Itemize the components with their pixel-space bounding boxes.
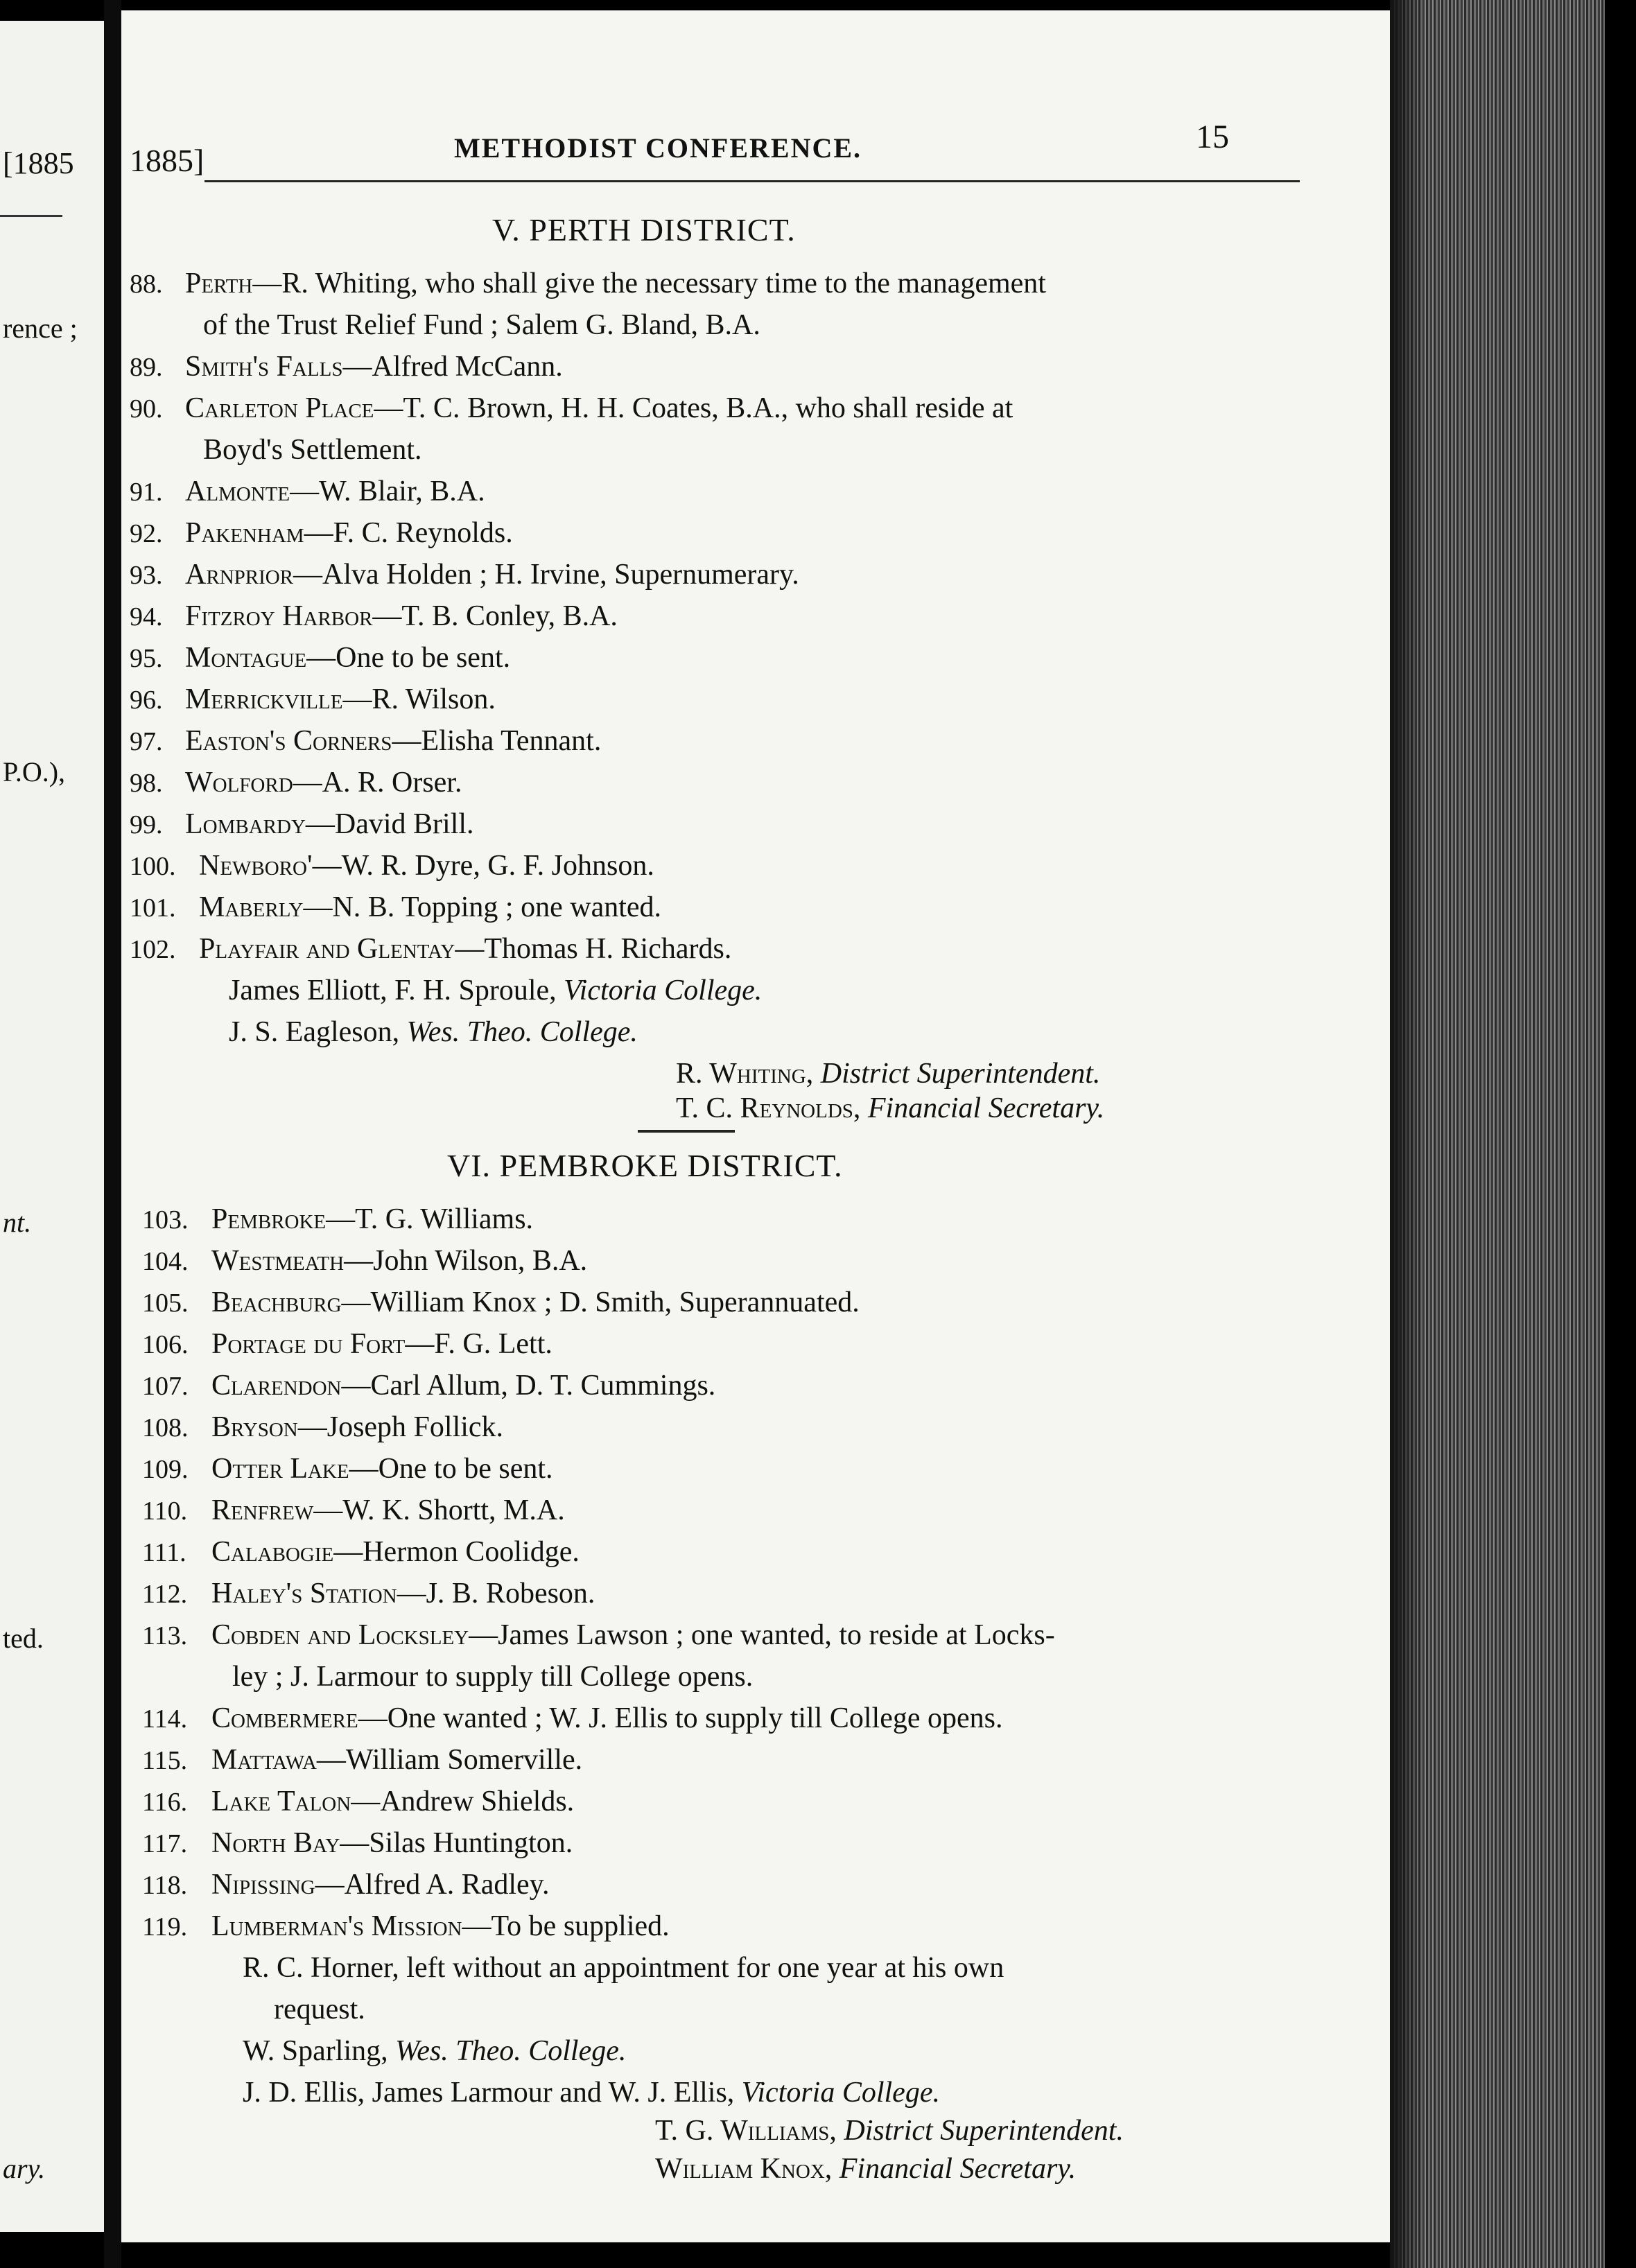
page-number: 15 (1196, 119, 1229, 155)
college-note (243, 2076, 940, 2109)
list-item (130, 475, 485, 508)
entry-place: Lumberman's Mission (211, 1910, 462, 1942)
entry-number: 103. (142, 1205, 189, 1235)
book-page (121, 10, 1390, 2242)
entry-number: 91. (130, 478, 163, 507)
list-item (130, 891, 661, 924)
entry-number: 112. (142, 1580, 188, 1609)
district-officer: R. Whiting, District Superintendent. (676, 1058, 1101, 1090)
entry-place: North Bay (211, 1827, 340, 1859)
entry-place: Carleton Place (185, 392, 374, 424)
running-title: METHODIST CONFERENCE. (454, 132, 862, 164)
note-line: R. C. Horner, left without an appointment for one year at his own (243, 1952, 1004, 1984)
district-officer: William Knox, Financial Secretary. (655, 2153, 1077, 2185)
entry-place: Arnprior (185, 559, 294, 591)
entry-number: 100. (130, 852, 176, 881)
entry-number: 97. (130, 727, 163, 756)
list-item (142, 1785, 574, 1818)
entry-place: Maberly (199, 891, 304, 923)
entry-number: 102. (130, 935, 176, 964)
entry-number: 108. (142, 1413, 189, 1442)
left-page-fragment: [1885 (3, 146, 74, 180)
list-item (130, 766, 462, 799)
list-item (142, 1452, 553, 1485)
entry-text: —Elisha Tennant. (392, 725, 602, 757)
entry-place: Otter Lake (211, 1453, 349, 1485)
entry-place: Mattawa (211, 1744, 317, 1776)
entry-place: Lombardy (185, 808, 306, 840)
entry-text: —R. Wilson. (342, 683, 496, 715)
entry-number: 116. (142, 1788, 188, 1817)
district-officer: T. C. Reynolds, Financial Secretary. (676, 1092, 1105, 1124)
book-gutter (104, 0, 121, 2268)
officer-name: William Knox (655, 2153, 825, 2185)
entry-place: Renfrew (211, 1494, 314, 1526)
entry-continuation: of the Trust Relief Fund ; Salem G. Bland, B.A. (203, 309, 760, 341)
entry-place: Clarendon (211, 1370, 342, 1402)
entry-text: —F. G. Lett. (405, 1328, 552, 1360)
entry-text: —Silas Huntington. (340, 1827, 573, 1859)
list-item (142, 1702, 1003, 1735)
entry-number: 92. (130, 519, 163, 548)
entry-number: 114. (142, 1704, 188, 1734)
note-college: Victoria College. (741, 2077, 940, 2109)
entry-text: —Joseph Follick. (297, 1411, 504, 1443)
entry-text: —One to be sent. (349, 1453, 553, 1485)
left-page-fragment: rence ; (3, 313, 78, 344)
entry-text: —One to be sent. (306, 642, 511, 674)
list-item (130, 392, 1013, 425)
left-page-fragment: ary. (3, 2153, 46, 2184)
note-college: Wes. Theo. College. (395, 2035, 627, 2067)
entry-place: Cobden and Locksley (211, 1619, 469, 1651)
list-item (142, 1743, 582, 1777)
list-item (130, 683, 496, 716)
entry-text: —Thomas H. Richards. (455, 933, 732, 965)
entry-number: 95. (130, 644, 163, 673)
entry-number: 90. (130, 394, 163, 424)
officer-role: District Superintendent. (820, 1058, 1101, 1090)
list-item (142, 1535, 580, 1569)
college-note (229, 974, 762, 1007)
entry-text: —William Knox ; D. Smith, Superannuated. (341, 1286, 860, 1318)
entry-place: Wolford (185, 767, 293, 799)
entry-text: —To be supplied. (462, 1910, 670, 1942)
entry-place: Haley's Station (211, 1578, 397, 1610)
entry-number: 107. (142, 1372, 189, 1401)
entry-text: —R. Whiting, who shall give the necessary time to the management (252, 268, 1046, 299)
list-item (130, 641, 510, 674)
entry-number: 101. (130, 893, 176, 923)
list-item (130, 558, 799, 591)
list-item (142, 1619, 1055, 1652)
entry-number: 99. (130, 810, 163, 839)
entry-place: Smith's Falls (185, 351, 343, 383)
entry-text: —Hermon Coolidge. (333, 1536, 580, 1568)
list-item (142, 1910, 670, 1943)
officer-name: T. G. Williams (655, 2115, 830, 2147)
section-divider (638, 1130, 735, 1133)
list-item (130, 600, 618, 633)
list-item (130, 350, 563, 383)
entry-place: Lake Talon (211, 1786, 351, 1817)
list-item (142, 1494, 565, 1527)
entry-place: Playfair and Glentay (199, 933, 455, 965)
entry-text: —N. B. Topping ; one wanted. (303, 891, 662, 923)
list-item (142, 1826, 573, 1860)
entry-text: —W. Blair, B.A. (290, 476, 485, 507)
entry-place: Fitzroy Harbor (185, 600, 373, 632)
list-item (142, 1286, 860, 1319)
entry-place: Bryson (211, 1411, 298, 1443)
entry-number: 111. (142, 1538, 186, 1567)
list-item (142, 1244, 587, 1277)
officer-role: District Superintendent. (844, 2115, 1124, 2147)
entry-number: 105. (142, 1289, 189, 1318)
entry-number: 115. (142, 1746, 188, 1775)
note-text: James Elliott, F. H. Sproule, (229, 975, 564, 1006)
district-officer: T. G. Williams, District Superintendent. (655, 2115, 1124, 2147)
entry-text: —A. R. Orser. (293, 767, 462, 799)
entry-text: —William Somerville. (316, 1744, 583, 1776)
left-page-fragment: ted. (3, 1623, 44, 1654)
list-item (142, 1868, 549, 1901)
college-note (243, 2034, 626, 2068)
header-year: 1885] (130, 143, 204, 178)
list-item (130, 932, 731, 966)
section-title-perth: V. PERTH DISTRICT. (492, 212, 796, 247)
entry-number: 119. (142, 1912, 188, 1942)
list-item (130, 849, 654, 882)
list-item (142, 1327, 552, 1361)
entry-continuation: ley ; J. Larmour to supply till College opens. (232, 1661, 754, 1693)
section-title-pembroke: VI. PEMBROKE DISTRICT. (447, 1148, 843, 1183)
entry-text: —One wanted ; W. J. Ellis to supply till College opens. (358, 1702, 1003, 1734)
list-item (142, 1203, 533, 1236)
entry-place: Newboro' (199, 850, 313, 882)
note-text: W. Sparling, (243, 2035, 396, 2067)
list-item (130, 724, 601, 758)
note-continuation: request. (274, 1994, 365, 2025)
list-item (142, 1577, 595, 1610)
list-item (130, 267, 1046, 300)
entry-place: Pakenham (185, 517, 304, 549)
entry-text: —Andrew Shields. (351, 1786, 575, 1817)
entry-place: Easton's Corners (185, 725, 392, 757)
officer-name: R. Whiting (676, 1058, 806, 1090)
note-text: J. S. Eagleson, (229, 1016, 407, 1048)
entry-text: —Alfred McCann. (342, 351, 563, 383)
entry-number: 88. (130, 270, 163, 299)
note-college: Wes. Theo. College. (406, 1016, 638, 1048)
entry-number: 110. (142, 1497, 188, 1526)
left-page-fragment: nt. (3, 1207, 32, 1238)
list-item (142, 1411, 503, 1444)
list-item (130, 808, 474, 841)
entry-number: 98. (130, 769, 163, 798)
entry-text: —W. R. Dyre, G. F. Johnson. (312, 850, 654, 882)
entry-place: Montague (185, 642, 307, 674)
entry-text: —T. G. Williams. (326, 1203, 534, 1235)
entry-place: Pembroke (211, 1203, 327, 1235)
page-edge-shadow (1390, 0, 1425, 2268)
entry-text: —T. C. Brown, H. H. Coates, B.A., who shall reside at (374, 392, 1013, 424)
header-rule (204, 180, 1300, 182)
entry-text: —Alva Holden ; H. Irvine, Supernumerary. (293, 559, 799, 591)
officer-role: Financial Secretary. (839, 2153, 1077, 2185)
entry-place: Almonte (185, 476, 290, 507)
entry-place: Portage du Fort (211, 1328, 406, 1360)
entry-place: Calabogie (211, 1536, 334, 1568)
entry-text: —David Brill. (305, 808, 474, 840)
entry-place: Westmeath (211, 1245, 345, 1277)
entry-text: —W. K. Shortt, M.A. (313, 1494, 565, 1526)
entry-text: —John Wilson, B.A. (344, 1245, 588, 1277)
entry-number: 96. (130, 686, 163, 715)
left-page-edge (0, 21, 108, 2232)
entry-place: Combermere (211, 1702, 358, 1734)
entry-number: 118. (142, 1871, 188, 1900)
entry-number: 93. (130, 561, 163, 590)
entry-text: —Alfred A. Radley. (315, 1869, 550, 1901)
entry-place: Perth (185, 268, 253, 299)
entry-place: Beachburg (211, 1286, 342, 1318)
entry-number: 104. (142, 1247, 189, 1276)
entry-text: —James Lawson ; one wanted, to reside at Locks- (469, 1619, 1055, 1651)
entry-text: —F. C. Reynolds. (304, 517, 513, 549)
entry-number: 113. (142, 1621, 188, 1650)
entry-text: —Carl Allum, D. T. Cummings. (341, 1370, 716, 1402)
list-item (142, 1369, 715, 1402)
entry-place: Nipissing (211, 1869, 315, 1901)
entry-number: 106. (142, 1330, 189, 1359)
entry-text: —T. B. Conley, B.A. (372, 600, 618, 632)
note-college: Victoria College. (564, 975, 763, 1006)
left-page-fragment: P.O.), (3, 756, 66, 787)
entry-number: 89. (130, 353, 163, 382)
entry-number: 94. (130, 602, 163, 631)
officer-role: Financial Secretary. (867, 1092, 1105, 1124)
entry-place: Merrickville (185, 683, 343, 715)
entry-text: —J. B. Robeson. (397, 1578, 595, 1610)
note-text: J. D. Ellis, James Larmour and W. J. Ellis, (243, 2077, 742, 2109)
entry-number: 117. (142, 1829, 188, 1858)
entry-number: 109. (142, 1455, 189, 1484)
college-note (229, 1015, 638, 1049)
left-page-rule (0, 215, 62, 217)
entry-continuation: Boyd's Settlement. (203, 434, 422, 466)
list-item (130, 516, 513, 550)
officer-name: T. C. Reynolds (676, 1092, 853, 1124)
